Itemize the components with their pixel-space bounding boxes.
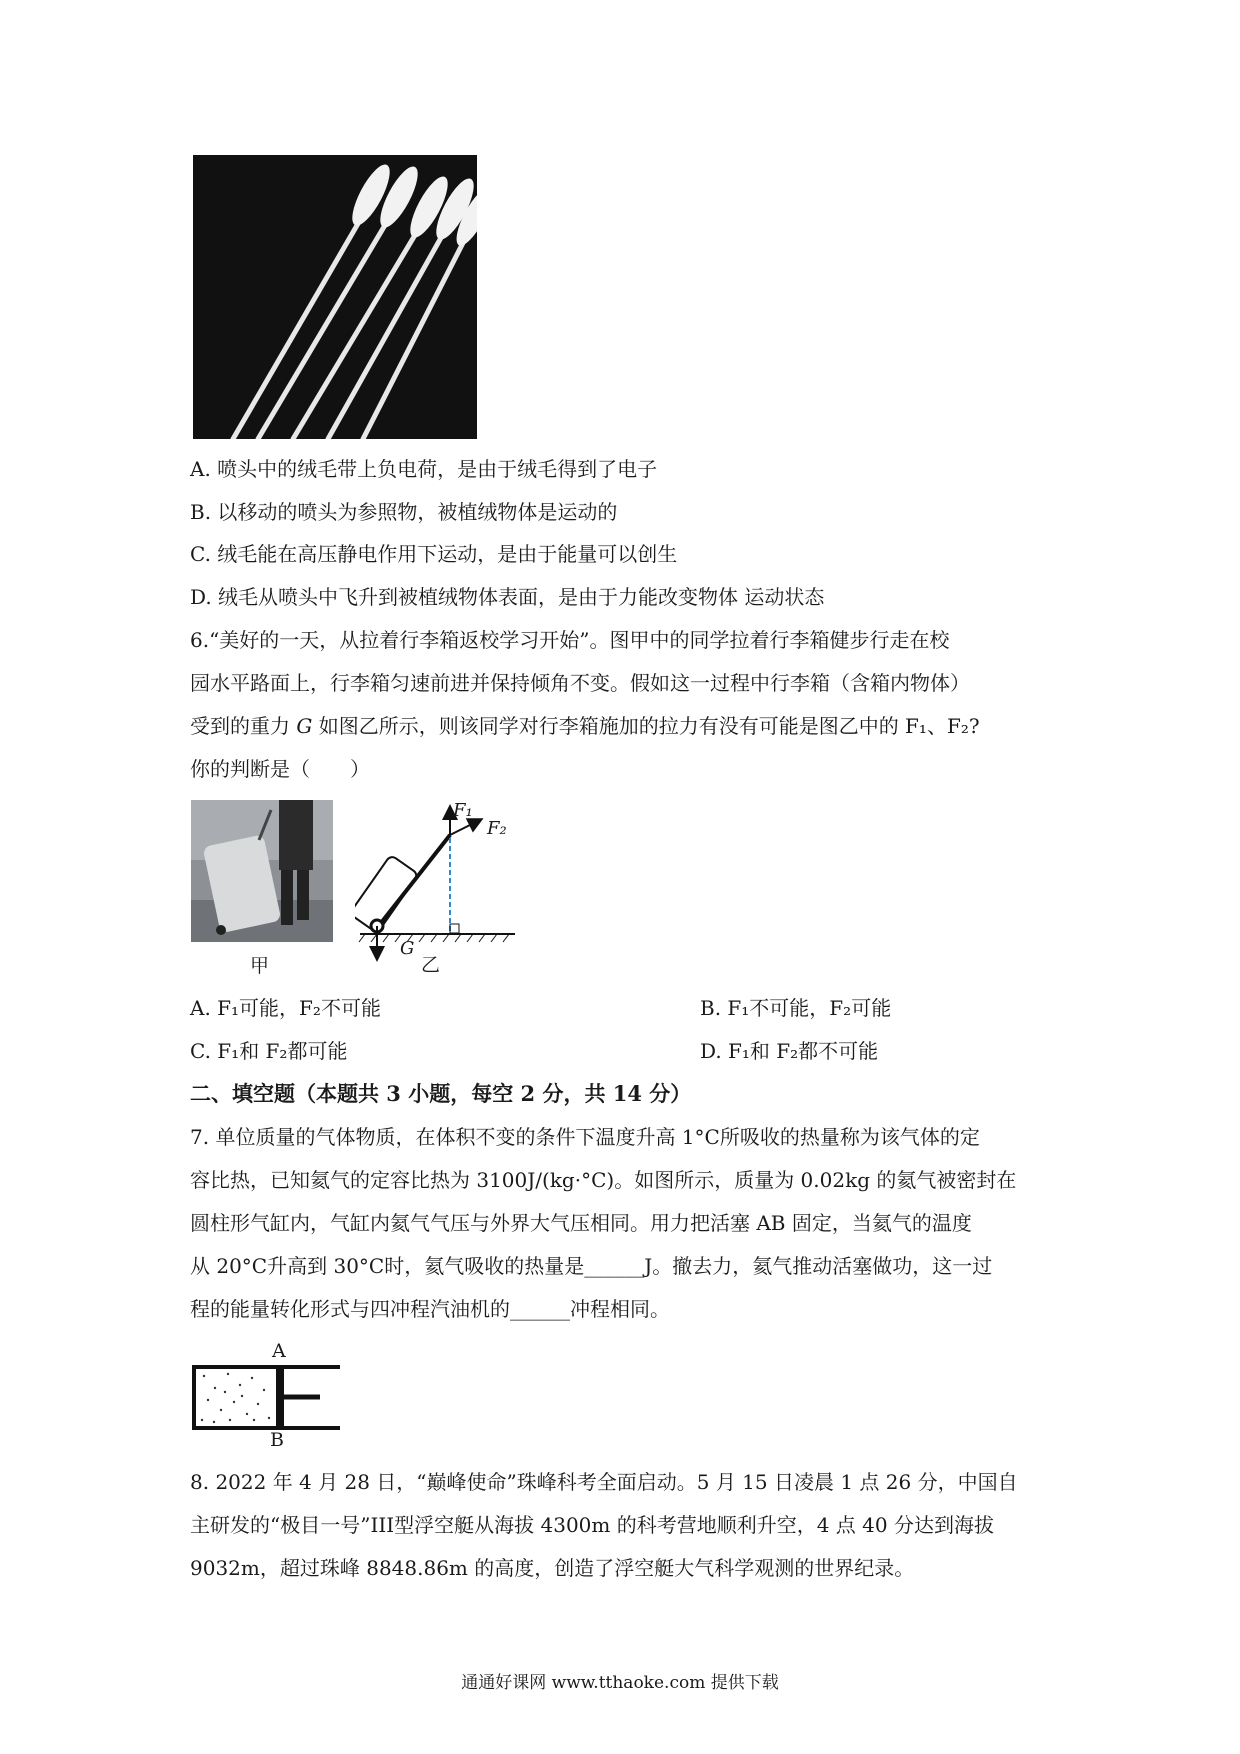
q5-option-d: D. 绒毛从喷头中飞升到被植绒物体表面，是由于力能改变物体 运动状态: [190, 585, 825, 609]
q6-line-3-post: 如图乙所示，则该同学对行李箱施加的拉力有没有可能是图乙中的 F₁、F₂?: [312, 714, 980, 738]
fig-label-yi: 乙: [421, 954, 441, 976]
q6-option-d: D. F₁和 F₂都不可能: [700, 1039, 879, 1063]
q8-line-3: 9032m，超过珠峰 8848.86m 的高度，创造了浮空艇大气科学观测的世界纪录。: [190, 1556, 915, 1580]
q6-line-1: 6.“美好的一天，从拉着行李箱返校学习开始”。图甲中的同学拉着行李箱健步行走在校: [190, 628, 950, 652]
q5-option-b: B. 以移动的喷头为参照物，被植绒物体是运动的: [190, 500, 618, 524]
q6-line-3-pre: 受到的重力: [190, 714, 297, 738]
q5-option-c: C. 绒毛能在高压静电作用下运动，是由于能量可以创生: [190, 542, 678, 566]
section-2-heading: 二、填空题（本题共 3 小题，每空 2 分，共 14 分）: [190, 1081, 692, 1106]
q6-line-4: 你的判断是（ ）: [190, 757, 370, 781]
force-diagram: [355, 800, 525, 975]
fig-label-b: B: [270, 1429, 284, 1451]
q5-option-a: A. 喷头中的绒毛带上负电荷，是由于绒毛得到了电子: [190, 457, 658, 481]
page-footer: 通通好课网 www.tthaoke.com 提供下载: [461, 1673, 779, 1693]
fig-label-jia: 甲: [250, 955, 270, 977]
fig-label-f1: F₁: [453, 800, 473, 821]
cylinder-diagram: [190, 1340, 350, 1450]
q6-line-3-g: G: [296, 714, 313, 738]
q6-option-c: C. F₁和 F₂都可能: [190, 1039, 348, 1063]
fig-label-g: G: [400, 938, 415, 959]
q7-line-2: 容比热，已知氦气的定容比热为 3100J/(kg·°C)。如图所示，质量为 0.02kg 的氦气被密封在: [190, 1168, 1017, 1192]
q6-line-3: [190, 712, 980, 740]
q8-line-1: 8. 2022 年 4 月 28 日，“巅峰使命”珠峰科考全面启动。5 月 15 日凌晨 1 点 26 分，中国自: [190, 1470, 1018, 1494]
q8-line-2: 主研发的“极目一号”III型浮空艇从海拔 4300m 的科考营地顺利升空，4 点 40 分达到海拔: [190, 1513, 994, 1537]
q6-line-2: 园水平路面上，行李箱匀速前进并保持倾角不变。假如这一过程中行李箱（含箱内物体）: [190, 671, 970, 695]
q7-line-5: 程的能量转化形式与四冲程汽油机的______冲程相同。: [190, 1297, 670, 1321]
swab-photo: [193, 155, 477, 439]
fig-label-a: A: [272, 1340, 286, 1362]
suitcase-photo: [191, 800, 333, 942]
q7-line-3: 圆柱形气缸内，气缸内氦气气压与外界大气压相同。用力把活塞 AB 固定，当氦气的温度: [190, 1211, 972, 1235]
q6-option-a: A. F₁可能，F₂不可能: [190, 996, 381, 1020]
q7-line-4: 从 20°C升高到 30°C时，氦气吸收的热量是______J。撤去力，氦气推动活塞做功，这一过: [190, 1254, 993, 1278]
q7-line-1: 7. 单位质量的气体物质，在体积不变的条件下温度升高 1°C所吸收的热量称为该气体的定: [190, 1125, 980, 1149]
fig-label-f2: F₂: [487, 818, 507, 839]
q6-option-b: B. F₁不可能，F₂可能: [700, 996, 892, 1020]
